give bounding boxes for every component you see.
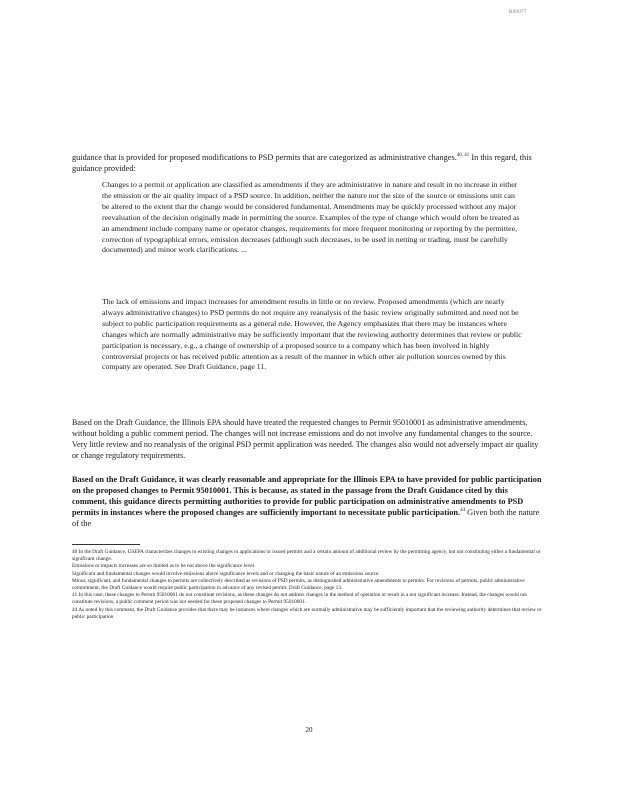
footnote: Minor, significant, and fundamental changes to permits are collectively described as revisions of PSD permits, as distinguished administrative amendments to permits. For revisions of permits, public administrative commitment, the Draft Guidance would require public participation in advance of any revised permit. Draft Guidance, page 13. xyxy=(72,577,525,592)
footnote-divider xyxy=(72,544,140,545)
footnote: 41 In this case, these changes to Permit 95010001 do not constitute revisions, as these changes do not address changes in the method of operation or result in a not significant increase. Instead, the changes would not constitute revisions, a public comment period was not needed for these proposed changes to Permit 95010001. xyxy=(72,592,527,606)
intro-paragraph xyxy=(72,152,542,174)
footnote: 40 In the Draft Guidance, USEPA characterizes changes to existing changes to applications or issued permits and a certain amount of additional review by the permitting agency, but not constituting either a fundamental or significant change. xyxy=(72,549,541,563)
page-number: 20 xyxy=(305,726,313,734)
footnote-ref-44: 44 xyxy=(460,508,466,513)
body-paragraph-2 xyxy=(72,474,542,529)
footnotes xyxy=(72,549,548,621)
footnote: 44 As noted by this comment, the Draft Guidance provides that there may be instances where changes which are normally administrative may be sufficiently important that the reviewing authority determines that review or public participation xyxy=(72,606,542,620)
body-paragraph-1: Based on the Draft Guidance, the Illinois EPA should have treated the requested changes to Permit 95010001 as administrative amendments, without holding a public comment period. The changes will not increase emissions and do not involve any fundamental changes to the source. Very little review and no reanalysis of the original PSD permit application was needed. The changes also would not adversely impact air quality or change regulatory requirements. xyxy=(72,418,539,460)
block-quote-paragraph-1: Changes to a permit or application are classified as amendments if they are administrative in nature and result in no increase in either the emission or the air quality impact of a PSD source. In addition, neither the nature nor the size of the source or emissions unit can be altered to the extent that the change would be considered fundamental. Amendments may be quickly processed without any major reevaluation of the decision originally made in permitting the source. Examples of the type of change which would often be treated as an amendment include company name or operator changes, requirements for more frequent monitoring or reporting by the permittee, correction of typographical errors, emission decreases (although such decreases, to be used in netting or trading, must be carefully documented) and minor work clarifications. ... xyxy=(102,180,520,255)
footnote: Significant and fundamental changes would involve emissions above significance levels and or changing the basic nature of an emissions source. xyxy=(72,570,380,577)
footnote-ref-40-41: 40, 41 xyxy=(456,153,470,158)
intro-text-2: In this regard, this guidance provided: xyxy=(72,153,532,173)
footnote: Emissions or impacts increases are so limited as to be not above the significance level. xyxy=(72,563,256,570)
intro-text: guidance that is provided for proposed modifications to PSD permits that are categorized as administrative changes. xyxy=(72,153,457,162)
document-code: R00077 xyxy=(509,10,527,15)
body-paragraph-2-tail: Given both the nature of the xyxy=(72,508,540,528)
bold-statement: Based on the Draft Guidance, it was clearly reasonable and appropriate for the Illinois EPA to have provided for public participation on the proposed changes to Permit 95010001. This is because, as stated in the passage from the Draft Guidance cited by this comment, this guidance directs permitting authorities to provide for public participation on administrative amendments to PSD permits in instances where the proposed changes are sufficiently important to necessitate public participation. xyxy=(72,475,542,517)
block-quote-paragraph-2: The lack of emissions and impact increases for amendment results in little or no review. Proposed amendments (which are nearly always administrative changes) to PSD permits do not require any reanalysis of the basic review originally submitted and need not be subject to public participation requirements as a general rule. However, the Agency emphasizes that there may be instances where changes which are normally administrative may be sufficiently important that the reviewing authority determines that review or public participation is necessary, e.g., a change of ownership of a proposed source to a company which has been involved in highly controversial projects or has received public attention as a result of the manner in which other air pollution sources owned by this company are operated. See Draft Guidance, page 11. xyxy=(102,297,522,372)
